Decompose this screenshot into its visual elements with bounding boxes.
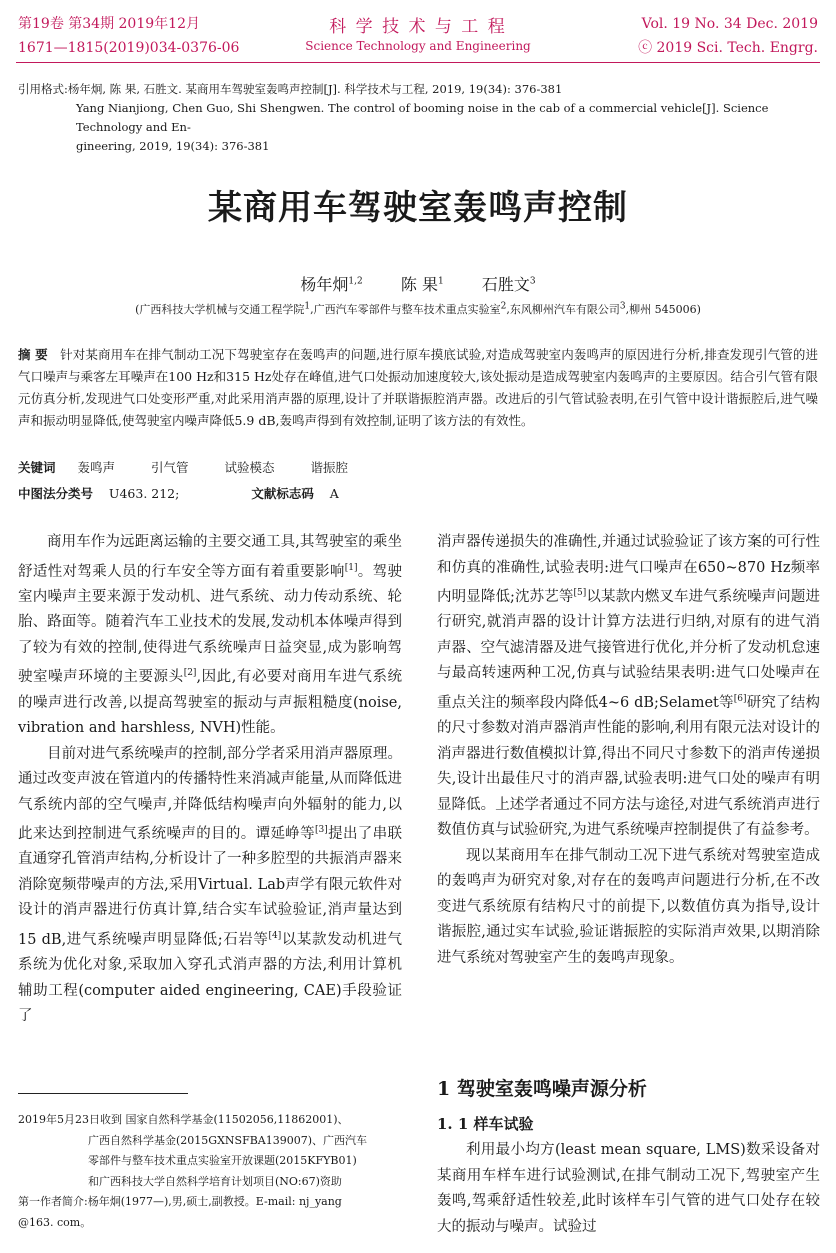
paragraph: 消声器传递损失的准确性,并通过试验验证了该方案的可行性和仿真的准确性,试验表明:进气口噪声在650~870 Hz频率内明显降低;沈苏艺等[5]以某款内燃叉车进气系统噪声问题进行研究,就消声器的设计计算方法进行归纳,对原有的进气消声器、空气滤清器及进气接管进行优化,并分析了发动机怠速与最高转速两种工况,仿真与试验结果表明:进气口处噪声在重点关注的频率段内降低4~6 dB;Selamet等[6]研究了结构的尺寸参数对消声器消声性能的影响,利用有限元法对设计的消声器进行数值模拟计算,得出不同尺寸参数下的消声传递损失,设计出最佳尺寸的消声器,试验表明:进气口处的噪声有明显降低。上述学者通过不同方法与途径,对进气系统消声进行数值仿真与试验研究,为进气系统噪声控制提供了有益参考。 bbox=[437, 534, 820, 839]
affiliation-part: ,广西汽车零部件与整车技术重点实验室 bbox=[310, 303, 501, 316]
keywords-label: 关键词 bbox=[18, 460, 56, 475]
paragraph: 商用车作为远距离运输的主要交通工具,其驾驶室的乘坐舒适性对驾乘人员的行车安全等方面有着重要影响[1]。驾驶室内噪声主要来源于发动机、进气系统、动力传动系统、轮胎、路面等。随着汽车工业技术的发展,发动机本体噪声得到了较为有效的控制,使得进气系统噪声日益突显,成为影响驾驶室噪声环境的主要源头[2],因此,有必要对商用车进气系统的噪声进行改善,以提高驾驶室的振动与声振粗糙度(noise, vibration and harshless, NVH)性能。 bbox=[18, 534, 403, 737]
footnote-line: @163. com。 bbox=[18, 1215, 92, 1229]
footnote-divider bbox=[18, 1093, 188, 1094]
footnote bbox=[18, 1110, 404, 1233]
affiliation-part: ,东风柳州汽车有限公司 bbox=[506, 303, 620, 316]
footnote-line: 零部件与整车技术重点实验室开放课题(2015KFYB01) bbox=[88, 1154, 357, 1167]
keyword-item: 轰鸣声 bbox=[77, 460, 116, 475]
section-heading: 1 驾驶室轰鸣噪声源分析 bbox=[437, 1078, 647, 1100]
keyword-item: 引气管 bbox=[151, 460, 189, 475]
abstract bbox=[18, 344, 818, 432]
keyword-item: 谐振腔 bbox=[310, 460, 349, 475]
footnote-line: 和广西科技大学自然科学培育计划项目(NO:67)资助 bbox=[88, 1174, 342, 1188]
author-name: 石胜文 bbox=[481, 275, 530, 294]
clc-value: U463. 212; bbox=[108, 486, 180, 501]
reference-marker[interactable]: [2] bbox=[183, 668, 197, 679]
reference-marker[interactable]: [4] bbox=[268, 930, 282, 941]
reference-marker[interactable]: [5] bbox=[573, 588, 587, 598]
author-name: 陈 果 bbox=[400, 275, 438, 294]
author-affil-sup: 3 bbox=[529, 276, 536, 287]
author-list bbox=[0, 272, 836, 295]
doc-code-label: 文献标志码 bbox=[251, 486, 314, 501]
affiliation bbox=[0, 301, 836, 317]
clc-label: 中图法分类号 bbox=[18, 486, 94, 501]
keyword-item: 试验模态 bbox=[224, 460, 275, 475]
author-affil-sup: 1 bbox=[437, 276, 444, 287]
paragraph: 目前对进气系统噪声的控制,部分学者采用消声器原理。通过改变声波在管道内的传播特性来消减声能量,从而降低进气系统内部的空气噪声,并降低结构噪声向外辐射的能力,以此来达到控制进气系统噪声的目的。谭延峥等[3]提出了串联直通穿孔管消声结构,分析设计了一种多腔型的共振消声器来消除宽频带噪声的方法,采用Virtual. Lab声学有限元软件对设计的消声器进行仿真计算,结合实车试验验证,消声量达到15 dB,进气系统噪声明显降低;石岩等[4]以某款发动机进气系统为优化对象,采取加入穿孔式消声器的方法,利用计算机辅助工程(computer aided engineering, CAE)手段验证了 bbox=[18, 745, 402, 1025]
footnote-line: 第一作者简介:杨年炯(1977—),男,硕士,副教授。E-mail: nj_yang bbox=[18, 1195, 342, 1208]
paragraph: 利用最小均方(least mean square, LMS)数采设备对某商用车样车进行试验测试,在排气制动工况下,驾驶室产生轰鸣,驾乘舒适性较差,此时该样车引气管的进气口处存在较大的振动与噪声。试验过 bbox=[437, 1142, 820, 1235]
citation-en-line1: Yang Nianjiong, Chen Guo, Shi Shengwen. The control of booming noise in the cab of a commercial vehicle[J]. Science Technology and En- bbox=[76, 101, 769, 134]
footnote-line: 2019年5月23日收到 国家自然科学基金(11502056,11862001)、 bbox=[18, 1113, 349, 1126]
reference-marker[interactable]: [1] bbox=[344, 562, 358, 573]
body-left-column bbox=[18, 530, 402, 1030]
classification bbox=[18, 484, 339, 502]
affiliation-part: ,柳州 545006) bbox=[625, 303, 701, 316]
body-right-column bbox=[437, 530, 820, 971]
journal-header bbox=[18, 12, 818, 62]
header-volume-issue: 第19卷 第34期 2019年12月 bbox=[18, 16, 200, 32]
subsection-heading: 1. 1 样车试验 bbox=[437, 1115, 534, 1133]
abstract-text: 针对某商用车在排气制动工况下驾驶室存在轰鸣声的问题,进行原车摸底试验,对造成驾驶室内轰鸣声的原因进行分析,排查发现引气管的进气口噪声与乘客左耳噪声在100 Hz和315 Hz处存在峰值,进气口处振动加速度较大,该处振动是造成驾驶室内轰鸣声的主要原因。结合引气管有限元仿真分析,发现进气口处变形严重,对此采用消声器的原理,设计了并联谐振腔消声器。改进后的引气管试验表明,在引气管中设计谐振腔后,进气噪声和振动明显降低,使驾驶室内噪声降低5.9 dB,轰鸣声得到有效控制,证明了该方法的有效性。 bbox=[18, 347, 818, 428]
header-volume-en: Vol. 19 No. 34 Dec. 2019 bbox=[641, 16, 818, 32]
paragraph: 现以某商用车在排气制动工况下进气系统对驾驶室造成的轰鸣声为研究对象,对存在的轰鸣声问题进行分析,在不改变进气系统原有结构尺寸的前提下,以数值仿真为指导,设计谐振腔,通过实车试验,验证谐振腔的实际消声效果,以期消除进气系统对驾驶室产生的轰鸣声现象。 bbox=[437, 847, 820, 966]
citation-cn: 引用格式:杨年炯, 陈 果, 石胜文. 某商用车驾驶室轰鸣声控制[J]. 科学技术与工程, 2019, 19(34): 376-381 bbox=[18, 82, 563, 96]
header-issn: 1671—1815(2019)034-0376-06 bbox=[18, 40, 240, 56]
citation-block bbox=[18, 80, 818, 156]
affiliation-sup: 2 bbox=[500, 301, 507, 312]
journal-name-en: Science Technology and Engineering bbox=[305, 39, 531, 53]
reference-marker[interactable]: [3] bbox=[315, 825, 328, 836]
footnote-line: 广西自然科学基金(2015GXNSFBA139007)、广西汽车 bbox=[88, 1133, 368, 1147]
affiliation-sup: 1 bbox=[304, 301, 311, 312]
keywords bbox=[18, 458, 362, 476]
journal-name-cn: 科 学 技 术 与 工 程 bbox=[329, 17, 507, 37]
doc-code-value: A bbox=[329, 486, 339, 501]
citation-en-line2: gineering, 2019, 19(34): 376-381 bbox=[76, 139, 270, 153]
author-affil-sup: 1,2 bbox=[348, 276, 363, 287]
body-right-column-continued bbox=[437, 1138, 820, 1240]
author-name: 杨年炯 bbox=[300, 275, 349, 294]
reference-marker[interactable]: [6] bbox=[733, 693, 747, 704]
affiliation-sup: 3 bbox=[619, 301, 626, 312]
header-divider bbox=[16, 62, 820, 63]
paper-title: 某商用车驾驶室轰鸣声控制 bbox=[208, 188, 628, 228]
header-copyright: ⓒ 2019 Sci. Tech. Engrg. bbox=[638, 40, 818, 56]
abstract-label: 摘 要 bbox=[18, 347, 48, 362]
affiliation-part: (广西科技大学机械与交通工程学院 bbox=[135, 303, 305, 316]
